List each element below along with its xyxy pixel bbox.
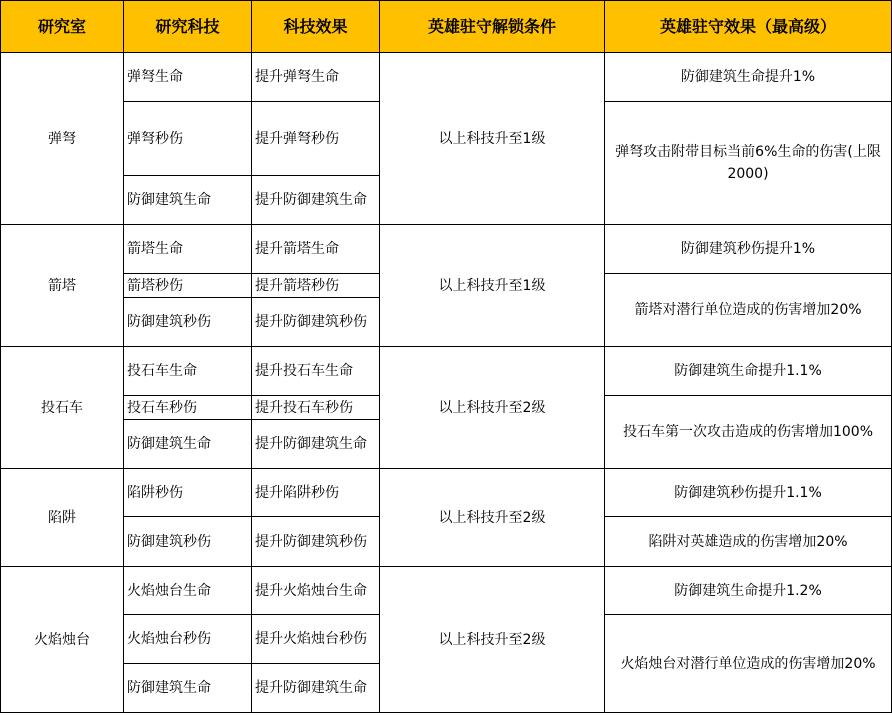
tech-effect-cell: 提升防御建筑生命	[252, 176, 380, 225]
tech-effect-cell: 提升火焰烛台秒伤	[252, 615, 380, 664]
garrison-cell: 防御建筑生命提升1.2%	[605, 567, 892, 615]
garrison-cell: 防御建筑生命提升1%	[605, 53, 892, 102]
garrison-cell: 投石车第一次攻击造成的伤害增加100%	[605, 396, 892, 469]
garrison-cell: 箭塔对潜行单位造成的伤害增加20%	[605, 274, 892, 347]
tech-effect-cell: 提升防御建筑秒伤	[252, 517, 380, 567]
tech-name-cell: 火焰烛台生命	[124, 567, 252, 615]
tech-effect-cell: 提升火焰烛台生命	[252, 567, 380, 615]
unlock-cell: 以上科技升至1级	[380, 225, 605, 347]
tech-effect-cell: 提升投石车秒伤	[252, 396, 380, 420]
tech-name-cell: 箭塔秒伤	[124, 274, 252, 298]
tech-effect-cell: 提升箭塔生命	[252, 225, 380, 274]
tech-name-cell: 防御建筑生命	[124, 664, 252, 713]
tech-effect-cell: 提升防御建筑秒伤	[252, 298, 380, 347]
tech-name-cell: 防御建筑生命	[124, 176, 252, 225]
tech-name-cell: 箭塔生命	[124, 225, 252, 274]
tech-name-cell: 弹弩生命	[124, 53, 252, 102]
lab-cell: 投石车	[1, 347, 124, 469]
unlock-cell: 以上科技升至1级	[380, 53, 605, 225]
tech-effect-cell: 提升箭塔秒伤	[252, 274, 380, 298]
tech-name-cell: 投石车生命	[124, 347, 252, 396]
tech-name-cell: 防御建筑秒伤	[124, 298, 252, 347]
garrison-cell: 防御建筑生命提升1.1%	[605, 347, 892, 396]
tech-effect-cell: 提升弹弩生命	[252, 53, 380, 102]
tech-name-cell: 火焰烛台秒伤	[124, 615, 252, 664]
table-row	[1, 347, 892, 396]
header-unlock: 英雄驻守解锁条件	[380, 1, 605, 53]
table-row	[1, 567, 892, 615]
table-row	[1, 225, 892, 274]
header-row	[1, 1, 892, 53]
header-tech: 研究科技	[124, 1, 252, 53]
tech-effect-cell: 提升陷阱秒伤	[252, 469, 380, 517]
garrison-cell: 弹弩攻击附带目标当前6%生命的伤害(上限2000)	[605, 102, 892, 225]
tech-effect-cell: 提升投石车生命	[252, 347, 380, 396]
unlock-cell: 以上科技升至2级	[380, 469, 605, 567]
tech-name-cell: 防御建筑秒伤	[124, 517, 252, 567]
unlock-cell: 以上科技升至2级	[380, 347, 605, 469]
lab-cell: 火焰烛台	[1, 567, 124, 713]
tech-effect-cell: 提升防御建筑生命	[252, 420, 380, 469]
header-effect: 科技效果	[252, 1, 380, 53]
garrison-cell: 防御建筑秒伤提升1%	[605, 225, 892, 274]
garrison-cell: 防御建筑秒伤提升1.1%	[605, 469, 892, 517]
table-row	[1, 53, 892, 102]
garrison-cell: 陷阱对英雄造成的伤害增加20%	[605, 517, 892, 567]
tech-name-cell: 陷阱秒伤	[124, 469, 252, 517]
tech-name-cell: 防御建筑生命	[124, 420, 252, 469]
garrison-cell: 火焰烛台对潜行单位造成的伤害增加20%	[605, 615, 892, 713]
table-row	[1, 469, 892, 517]
tech-name-cell: 弹弩秒伤	[124, 102, 252, 176]
lab-cell: 弹弩	[1, 53, 124, 225]
lab-cell: 箭塔	[1, 225, 124, 347]
tech-effect-cell: 提升防御建筑生命	[252, 664, 380, 713]
header-lab: 研究室	[1, 1, 124, 53]
header-garrison: 英雄驻守效果（最高级）	[605, 1, 892, 53]
lab-cell: 陷阱	[1, 469, 124, 567]
tech-effect-cell: 提升弹弩秒伤	[252, 102, 380, 176]
unlock-cell: 以上科技升至2级	[380, 567, 605, 713]
tech-name-cell: 投石车秒伤	[124, 396, 252, 420]
